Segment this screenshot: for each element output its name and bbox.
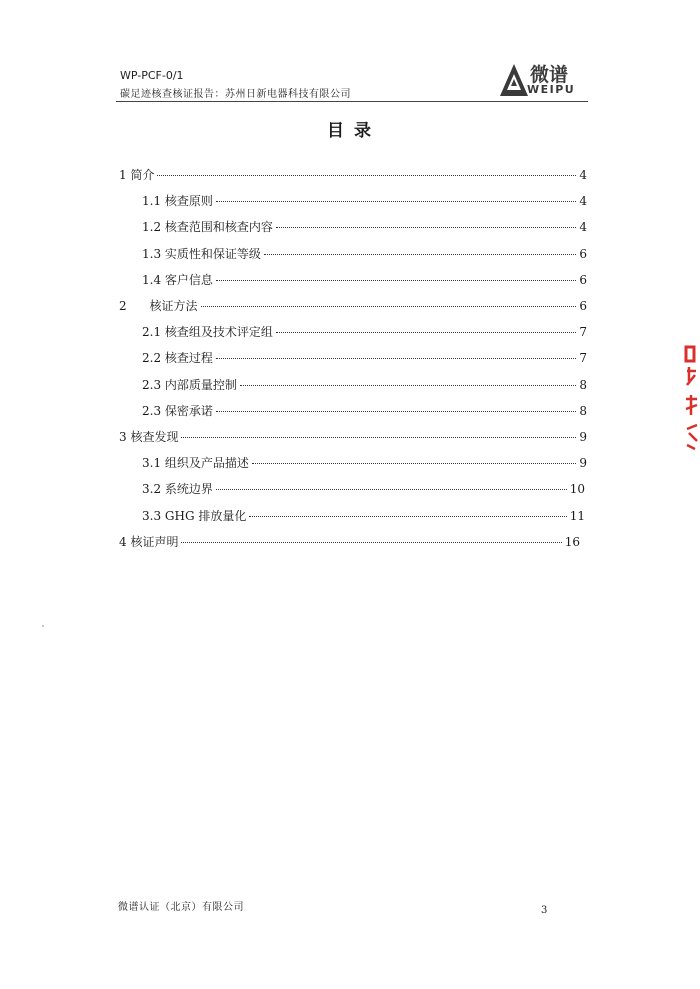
toc-entry-label: 核证方法 [149,299,198,313]
toc-entry-page: 4 [579,220,587,235]
toc-leader-dots [264,254,576,255]
toc-entry-number: 2.3 [142,403,165,418]
toc-entry-number: 3.2 [142,482,165,497]
page-title: 目 录 [327,121,373,141]
toc-entry[interactable] [142,376,587,393]
toc-leader-dots [216,358,576,359]
toc-leader-dots [252,463,576,464]
toc-entry[interactable] [119,533,580,550]
toc-entry-label: 系统边界 [164,482,213,497]
toc-entry-number: 1.4 [142,272,165,287]
toc-entry[interactable] [142,192,587,209]
toc-entry-page: 4 [579,194,587,209]
page-number: 3 [541,905,548,916]
toc-leader-dots [201,306,576,307]
doc-code: WP-PCF-0/1 [120,69,184,82]
toc-entry[interactable] [142,507,585,524]
toc-entry-label: 简介 [130,168,155,182]
toc-entry-page: 6 [579,272,587,287]
toc-entry[interactable] [142,245,587,262]
toc-entry-label: 内部质量控制 [164,377,237,392]
toc-entry[interactable] [142,349,587,366]
toc-entry-label: 保密承诺 [164,403,213,418]
toc-entry[interactable] [119,166,587,183]
toc-entry-label: 核查过程 [164,351,213,366]
toc-entry[interactable] [142,218,587,235]
toc-leader-dots [276,332,576,333]
toc-entry-number: 2.1 [142,325,165,340]
toc-entry-page: 16 [564,534,580,549]
toc-leader-dots [181,437,576,438]
toc-entry[interactable] [119,297,587,314]
logo-name: 微谱 [530,64,569,86]
toc-entry-label: 客户信息 [164,272,213,287]
toc-entry[interactable] [142,271,587,288]
toc-entry-page: 7 [579,325,587,340]
toc-entry-page: 6 [579,299,587,313]
toc-entry-page: 8 [579,377,587,392]
toc-entry-page: 6 [579,246,587,261]
toc-entry[interactable] [142,454,587,471]
toc-entry-page: 8 [579,403,587,418]
toc-leader-dots [216,280,576,281]
toc-entry-label: 排放量化 [198,508,247,523]
toc-leader-dots [216,201,576,202]
toc-entry-label: 核查范围和核查内容 [164,220,273,235]
toc-entry-page: 9 [579,430,587,444]
toc-entry-page: 11 [569,508,585,523]
toc-entry-label: 核查组及技术评定组 [164,325,273,340]
toc-entry-number: 1.3 [142,246,165,261]
toc-entry[interactable] [142,323,587,340]
toc-entry-number: 3.1 [142,456,165,471]
seal-fragment-icon [683,345,700,455]
toc-leader-dots [181,542,561,543]
header-rule [116,101,588,102]
toc-entry-label: 核证声明 [130,534,179,549]
toc-leader-dots [157,175,576,176]
header-subtitle: 碳足迹核查核证报告：苏州日新电器科技有限公司 [120,89,351,100]
toc-entry-number: 1.1 [142,194,165,209]
toc-leader-dots [276,227,576,228]
toc-entry-number: 2 [119,299,150,313]
toc-entry-number: 3 [119,430,131,444]
scan-speck [42,625,44,627]
toc-entry-number: 4 [119,534,131,549]
toc-entry-label: 核查发现 [130,430,179,444]
toc-entry-page: 9 [579,456,587,471]
toc-leader-dots [249,516,566,517]
toc-entry[interactable] [142,402,587,419]
toc-entry-label: 核查原则 [164,194,213,209]
toc-leader-dots [240,385,576,386]
toc-entry[interactable] [142,480,585,497]
toc-entry-number: 2.3 [142,377,165,392]
toc-entry-number: 1.2 [142,220,165,235]
toc-entry-page: 4 [579,168,587,182]
toc-entry-label: 组织及产品描述 [164,456,249,471]
footer-organization: 微谱认证（北京）有限公司 [118,902,244,913]
toc-entry-number: 3.3 GHG [142,508,199,523]
toc-entry-number: 1 [119,168,131,182]
toc-entry-label: 实质性和保证等级 [164,246,261,261]
toc-entry-page: 10 [569,482,585,497]
toc-entry-page: 7 [579,351,587,366]
toc-entry[interactable] [119,428,587,445]
toc-entry-number: 2.2 [142,351,165,366]
logo-en: WEIPU [527,83,576,96]
toc-leader-dots [216,489,567,490]
toc-leader-dots [216,411,576,412]
